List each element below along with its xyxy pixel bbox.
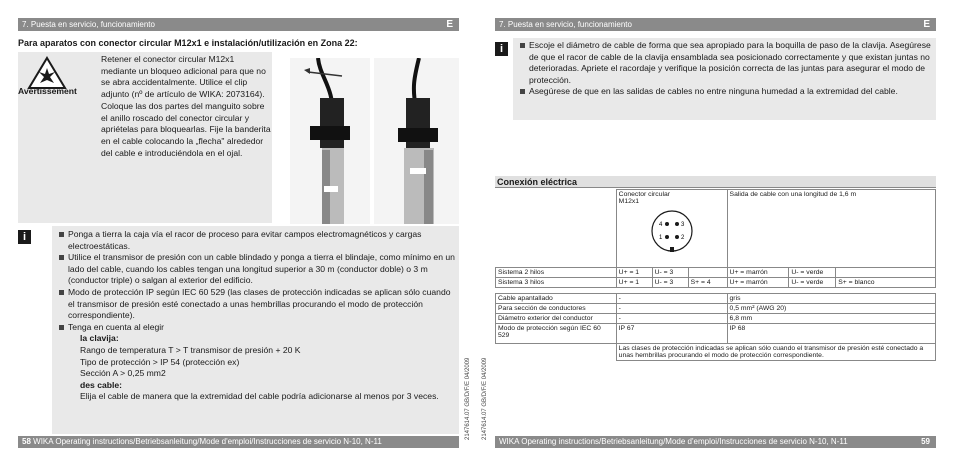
table-row: Cable apantallado - gris [496, 294, 936, 304]
pin-label: 3 [680, 222, 685, 228]
section-title: Conexión eléctrica [495, 176, 936, 188]
right-header-letter: E [923, 19, 930, 30]
explosion-warning-icon [27, 56, 67, 90]
table-row: Para sección de conductores - 0,5 mm² (AWG 20) [496, 304, 936, 314]
right-footer-text: WIKA Operating instructions/Betriebsanleitung/Mode d'emploi/Instrucciones de servicio N-10, N-11 [499, 437, 848, 446]
pin-label: 1 [658, 235, 663, 241]
right-page [477, 0, 954, 471]
warning-label: Avertissement [18, 86, 77, 96]
m12-pin-diagram [647, 209, 697, 253]
right-side-code: 2147614.07 GB/D/F/E 04/2009 [482, 357, 488, 440]
clavija-title: la clavija: [80, 333, 119, 344]
clavija-line: Rango de temperatura T > T transmisor de presión + 20 K [80, 344, 301, 355]
clavija-line: Tipo de protección > IP 54 (protección ex) [80, 356, 240, 367]
col-connector: Conector circular M12x1 4 3 1 2 [616, 190, 727, 268]
left-bullet: Ponga a tierra la caja vía el racor de proceso para evitar campos electromagnéticos y cargas electroestáticas. [58, 229, 458, 252]
left-bullet: Modo de protección IP según IEC 60 529 (las clases de protección indicadas se aplican sólo cuando el transmisor de presión esté conectado a unas hembrillas procurando el modo de protección correspondiente). [58, 287, 458, 322]
table-row [496, 344, 936, 361]
table-row: Sistema 2 hilos U+ = 1 U- = 3 U+ = marrón U- = verde [496, 268, 936, 278]
left-bullet: Utilice el transmisor de presión con un cable blindado y ponga a tierra el blindaje, como mínimo en un lado del cable, cuando los cables tengan una longitud superior a 30 m (conductor doble) o 3 m (conductor triple) o salgan al exterior del edificio. [58, 252, 458, 287]
right-bullet: Asegúrese de que en las salidas de cables no entre ninguna humedad a la extremidad del cable. [519, 86, 934, 98]
connection-table [495, 189, 936, 361]
right-page-number: 59 [921, 437, 930, 446]
left-bullets [58, 229, 458, 403]
right-bullet: Escoje el diámetro de cable de forma que sea apropiado para la boquilla de paso de la clavija. Asegúrese de que el racor de cable de la clavija ensamblada sea posicionado correctamente y que existan juntas no deterioradas. Apriete el racordaje y verifique la posición correcta de las juntas para asegurar el modo de protección. [519, 40, 934, 86]
cable-title: des cable: [80, 379, 123, 390]
connector-photo-1 [290, 58, 370, 224]
left-header-title: 7. Puesta en servicio, funcionamiento [22, 20, 155, 29]
left-page-number: 58 [22, 437, 31, 446]
table-row: Sistema 3 hilos U+ = 1 U- = 3 S+ = 4 U+ = marrón U- = verde S+ = blanco [496, 278, 936, 288]
table-row: Modo de protección según IEC 60 529 IP 67 IP 68 [496, 324, 936, 344]
connector-photo-2 [374, 58, 459, 224]
left-footer-text: WIKA Operating instructions/Betriebsanleitung/Mode d'emploi/Instrucciones de servicio N-10, N-11 [33, 437, 382, 446]
right-bullets [519, 40, 934, 98]
table-row: Diámetro exterior del conductor - 6,8 mm [496, 314, 936, 324]
right-header-title: 7. Puesta en servicio, funcionamiento [499, 20, 632, 29]
left-header [18, 18, 459, 31]
cable-text: Elija el cable de manera que la extremidad del cable podría adicionarse al menos por 3 veces. [80, 391, 439, 402]
left-bullet: Tenga en cuenta al elegir [58, 322, 458, 334]
pin-label: 2 [680, 235, 685, 241]
info-icon: i [18, 230, 31, 244]
info-icon: i [495, 42, 508, 56]
right-header [495, 18, 936, 31]
protection-note: Las clases de protección indicadas se aplican sólo cuando el transmisor de presión esté conectado a unas hembrillas procurando el modo de protección correspondiente. [616, 344, 935, 361]
pin-label: 4 [658, 222, 663, 228]
left-subtitle: Para aparatos con conector circular M12x1 e instalación/utilización en Zona 22: [18, 38, 358, 48]
right-footer [495, 436, 936, 448]
clavija-line: Sección A > 0,25 mm2 [80, 368, 166, 379]
left-footer [18, 436, 459, 448]
left-side-code: 2147614.07 GB/D/F/E 04/2009 [465, 357, 471, 440]
left-header-letter: E [446, 19, 453, 30]
col-cable: Salida de cable con una longitud de 1,6 m [727, 190, 935, 268]
warning-text: Retener el conector circular M12x1 mediante un bloqueo adicional para que no se abra accidentalmente. Utilice el clip adjunto (nº de artículo de WIKA: 2073164). Coloque las dos partes del manguito sobre el anillo roscado del conector circular y apriételas para bloquearlas. Fije la banderita en el cable colocando la „flecha" alrededor del cable e introduciéndola en el ojal. [101, 54, 271, 158]
